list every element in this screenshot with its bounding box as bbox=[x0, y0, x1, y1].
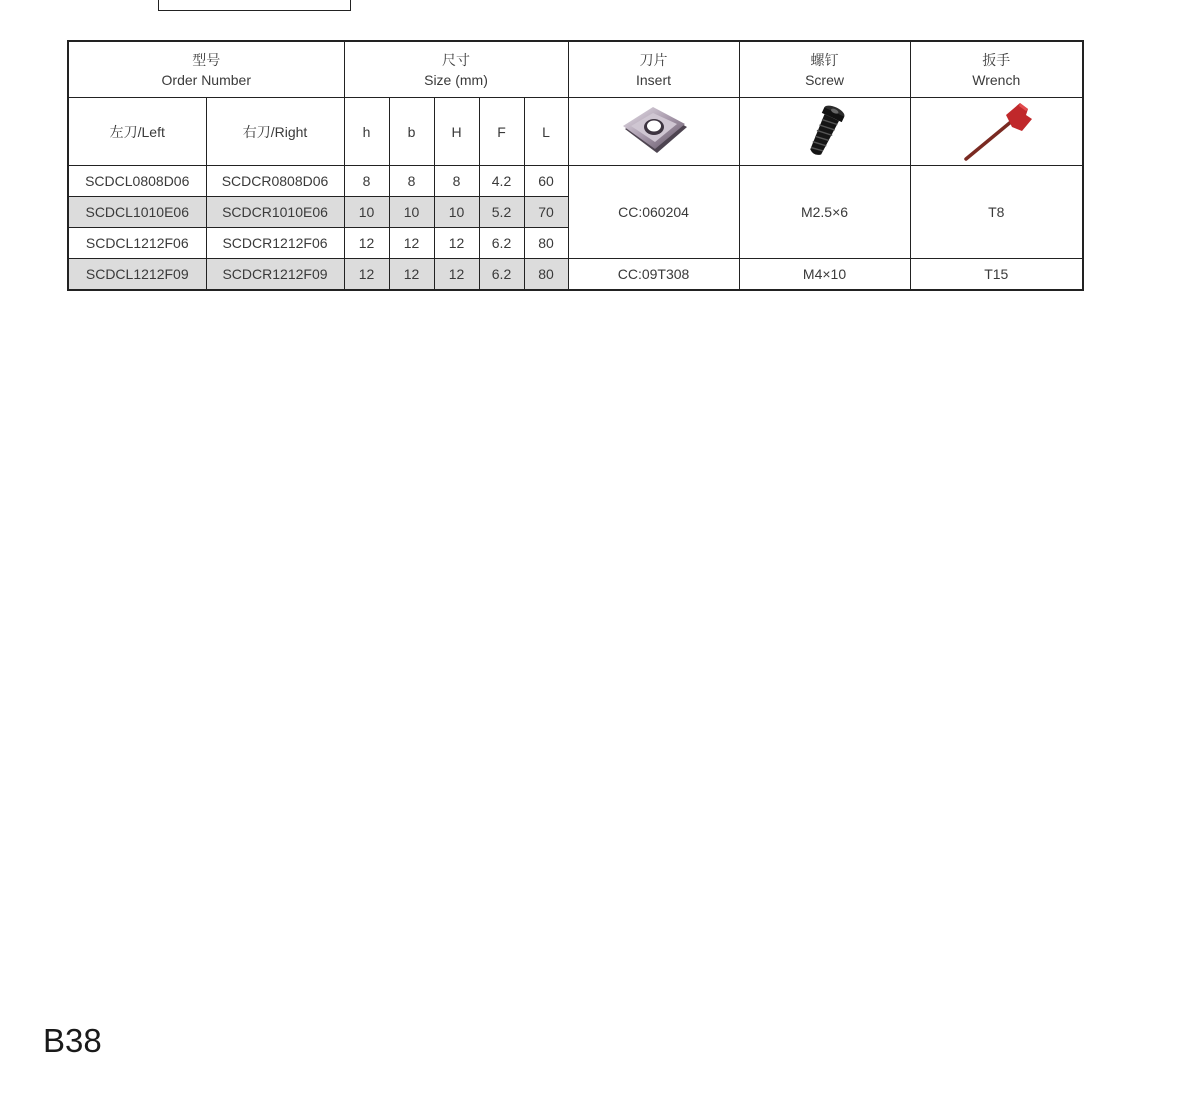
header-row bbox=[68, 41, 1083, 98]
header-screw-zh: 螺钉 bbox=[810, 51, 839, 68]
table-row bbox=[68, 259, 1083, 291]
group-wrench: T8 bbox=[910, 166, 1083, 259]
header-screw bbox=[739, 41, 910, 98]
row-b: 12 bbox=[389, 259, 434, 291]
subheader-b: b bbox=[389, 98, 434, 166]
row-H: 12 bbox=[434, 228, 479, 259]
row-b: 12 bbox=[389, 228, 434, 259]
table-row bbox=[68, 166, 1083, 197]
group-insert: CC:09T308 bbox=[568, 259, 739, 291]
row-b: 10 bbox=[389, 197, 434, 228]
torx-wrench-icon bbox=[956, 101, 1036, 163]
row-L: 80 bbox=[524, 259, 568, 291]
row-h: 8 bbox=[344, 166, 389, 197]
row-left-order: SCDCL1212F06 bbox=[68, 228, 206, 259]
header-screw-en: Screw bbox=[805, 71, 844, 88]
row-L: 70 bbox=[524, 197, 568, 228]
group-wrench: T15 bbox=[910, 259, 1083, 291]
group-screw: M2.5×6 bbox=[739, 166, 910, 259]
row-H: 12 bbox=[434, 259, 479, 291]
header-size bbox=[344, 41, 568, 98]
subheader-L: L bbox=[524, 98, 568, 166]
subheader-right: 右刀/Right bbox=[206, 98, 344, 166]
header-insert-en: Insert bbox=[636, 71, 672, 88]
row-right-order: SCDCR0808D06 bbox=[206, 166, 344, 197]
tool-spec-table bbox=[67, 40, 1084, 291]
row-F: 4.2 bbox=[479, 166, 524, 197]
header-size-en: Size (mm) bbox=[424, 71, 488, 88]
row-h: 12 bbox=[344, 259, 389, 291]
subheader-row bbox=[68, 98, 1083, 166]
header-order-number bbox=[68, 41, 344, 98]
row-H: 10 bbox=[434, 197, 479, 228]
row-F: 5.2 bbox=[479, 197, 524, 228]
subheader-h: h bbox=[344, 98, 389, 166]
group-screw: M4×10 bbox=[739, 259, 910, 291]
torx-screw-icon bbox=[795, 102, 855, 162]
header-order-number-zh: 型号 bbox=[192, 51, 221, 68]
subheader-left: 左刀/Left bbox=[68, 98, 206, 166]
header-wrench-zh: 扳手 bbox=[982, 51, 1011, 68]
row-F: 6.2 bbox=[479, 228, 524, 259]
row-right-order: SCDCR1010E06 bbox=[206, 197, 344, 228]
row-H: 8 bbox=[434, 166, 479, 197]
header-size-zh: 尺寸 bbox=[442, 51, 470, 68]
header-order-number-en: Order Number bbox=[161, 71, 251, 88]
row-b: 8 bbox=[389, 166, 434, 197]
subheader-F: F bbox=[479, 98, 524, 166]
carbide-insert-icon bbox=[617, 105, 691, 159]
row-h: 12 bbox=[344, 228, 389, 259]
header-wrench bbox=[910, 41, 1083, 98]
page-number: B38 bbox=[43, 1022, 102, 1059]
row-right-order: SCDCR1212F06 bbox=[206, 228, 344, 259]
row-right-order: SCDCR1212F09 bbox=[206, 259, 344, 291]
group-insert: CC:060204 bbox=[568, 166, 739, 259]
row-left-order: SCDCL0808D06 bbox=[68, 166, 206, 197]
screw-image-cell bbox=[739, 98, 910, 166]
header-insert bbox=[568, 41, 739, 98]
insert-image-cell bbox=[568, 98, 739, 166]
header-insert-zh: 刀片 bbox=[639, 51, 668, 68]
row-left-order: SCDCL1212F09 bbox=[68, 259, 206, 291]
subheader-H: H bbox=[434, 98, 479, 166]
row-L: 60 bbox=[524, 166, 568, 197]
row-L: 80 bbox=[524, 228, 568, 259]
row-F: 6.2 bbox=[479, 259, 524, 291]
row-h: 10 bbox=[344, 197, 389, 228]
header-wrench-en: Wrench bbox=[972, 71, 1021, 88]
row-left-order: SCDCL1010E06 bbox=[68, 197, 206, 228]
wrench-image-cell bbox=[910, 98, 1083, 166]
top-frame-box bbox=[158, 0, 351, 11]
